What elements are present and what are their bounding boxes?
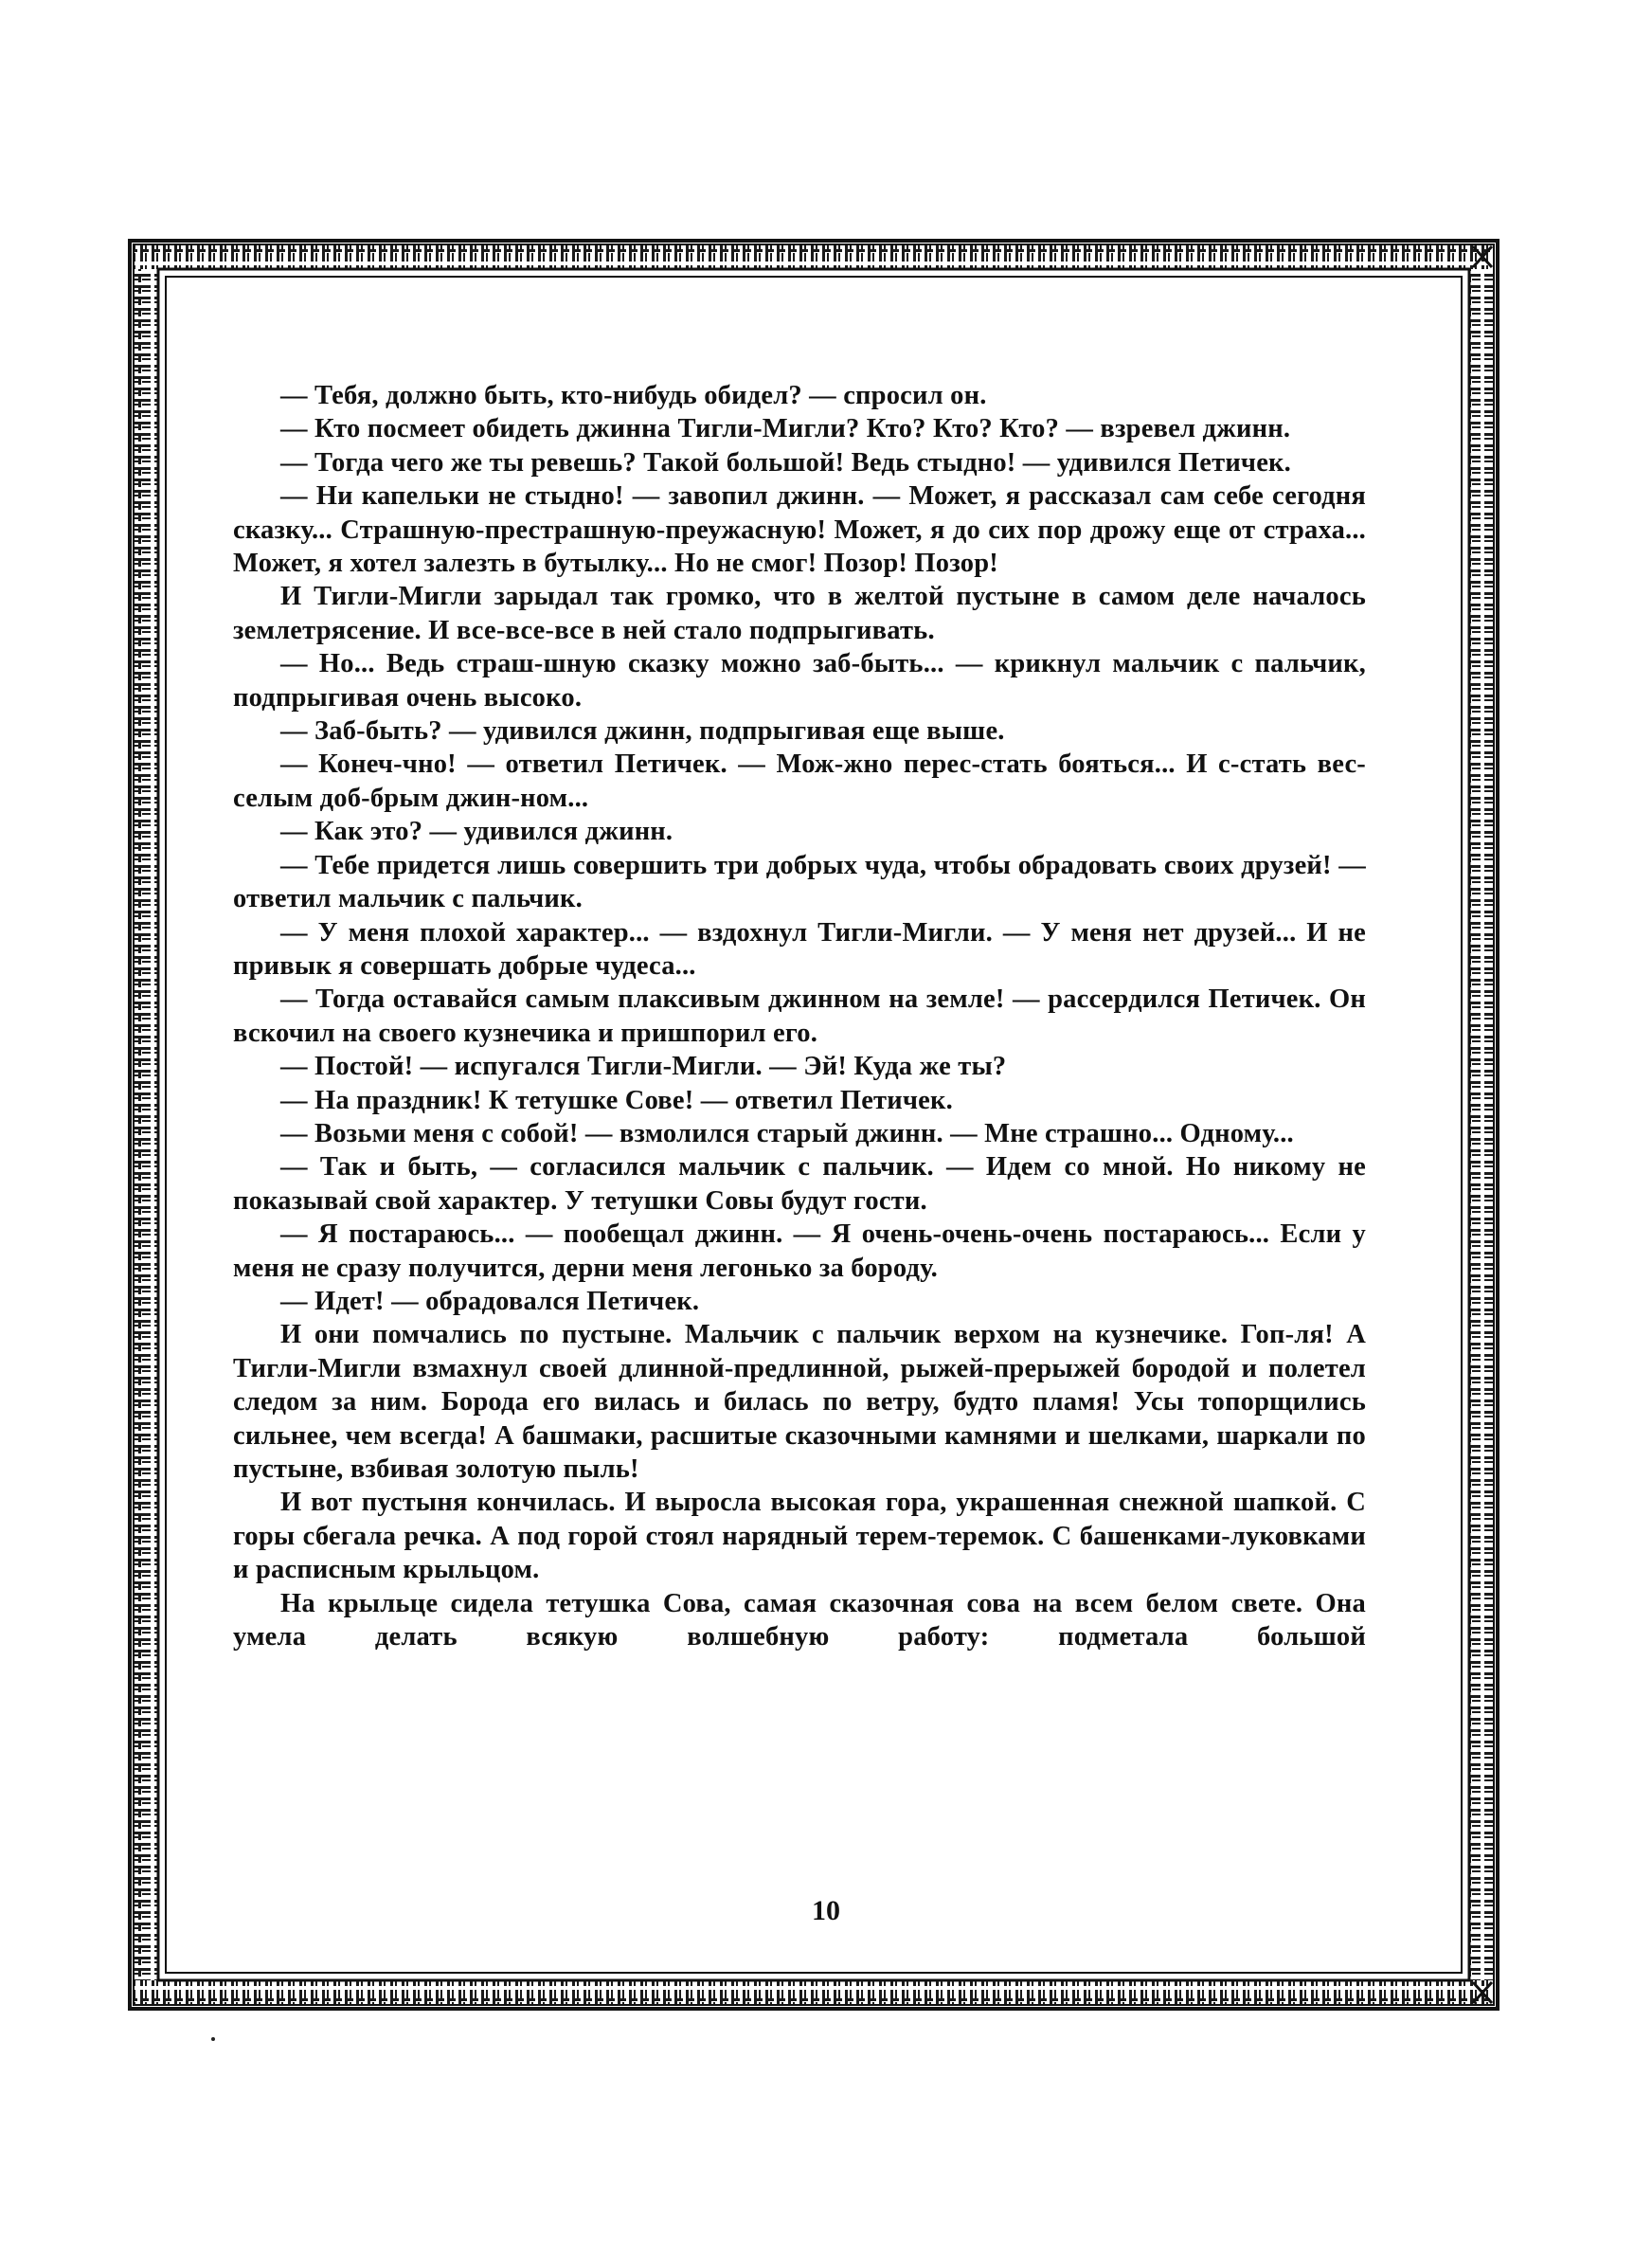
paragraph: — Конеч-чно! — ответил Петичек. — Мож-жно перес-стать бояться... И с-стать вес-селым доб-брым джин-ном... [233,749,1366,813]
print-speck [211,2037,215,2041]
paragraph: — Тогда оставайся самым плаксивым джинном на земле! — рассердился Петичек. Он вскочил на своего кузнечика и пришпорил его. [233,984,1366,1048]
paragraph: — На праздник! К тетушке Сове! — ответил Петичек. [280,1085,953,1115]
page-number: 10 [812,1895,840,1926]
paragraph: — Постой! — испугался Тигли-Мигли. — Эй! Куда же ты? [280,1052,1007,1082]
paragraph: — Как это? — удивился джинн. [280,817,673,847]
paragraph: И Тигли-Мигли зарыдал так громко, что в желтой пустыне в самом деле началось землетрясение. И все-все-все в ней стало подпрыгивать. [233,582,1366,645]
paragraph: И они помчались по пустыне. Мальчик с пальчик верхом на кузнечике. Гоп-ля! А Тигли-Мигли взмахнул своей длинной-предлинной, рыжей-прерыжей бородой и полетел следом за ним. Борода его вилась и билась по ветру, будто пламя! Усы топорщились сильнее, чем всегда! А башмаки, расшитые сказочными камнями и шелками, шаркали по пустыне, взбивая золотую пыль! [233,1320,1366,1484]
paragraph: — Тебе придется лишь совершить три добрых чуда, чтобы обрадовать своих друзей! — ответил мальчик с пальчик. [233,850,1366,914]
paragraph: — Заб-быть? — удивился джинн, подпрыгивая еще выше. [280,716,1005,747]
paragraph: — У меня плохой характер... — вздохнул Тигли-Мигли. — У меня нет друзей... И не привык я совершать добрые чудеса... [233,917,1366,981]
paragraph: И вот пустыня кончилась. И выросла высокая гора, украшенная снежной шапкой. С горы сбегала речка. А под горой стоял нарядный терем-теремок. С башенками-луковками и расписным крыльцом. [233,1488,1366,1585]
paragraph: — Тогда чего же ты ревешь? Такой большой! Ведь стыдно! — удивился Петичек. [280,447,1292,478]
paragraph: — Возьми меня с собой! — взмолился старый джинн. — Мне страшно... Одному... [280,1118,1294,1148]
paragraph: — Идет! — обрадовался Петичек. [280,1286,700,1316]
paragraph: На крыльце сидела тетушка Сова, самая сказочная сова на всем белом свете. Она умела делать всякую волшебную работу: подметала большой [233,1588,1366,1652]
paragraph: — Но... Ведь страш-шную сказку можно заб-быть... — крикнул мальчик с пальчик, подпрыгивая очень высоко. [233,649,1366,713]
paragraph: — Тебя, должно быть, кто-нибудь обидел? — спросил он. [280,381,987,410]
paragraph: — Так и быть, — согласился мальчик с пальчик. — Идем со мной. Но никому не показывай свой характер. У тетушки Совы будут гости. [233,1152,1366,1216]
paragraph: — Я постараюсь... — пообещал джинн. — Я очень-очень-очень постараюсь... Если у меня не сразу получится, дерни меня легонько за бороду. [233,1219,1366,1283]
paragraph: — Кто посмеет обидеть джинна Тигли-Мигли? Кто? Кто? Кто? — взревел джинн. [280,414,1291,444]
paragraph: — Ни капельки не стыдно! — завопил джинн. — Может, я рассказал сам себе сегодня сказку... Страшную-престрашную-преужасную! Может, я до сих пор дрожу еще от страха... Может, я хотел залезть в бутылку... Но не смог! Позор! Позор! [233,481,1366,579]
story-text [233,379,1366,1653]
